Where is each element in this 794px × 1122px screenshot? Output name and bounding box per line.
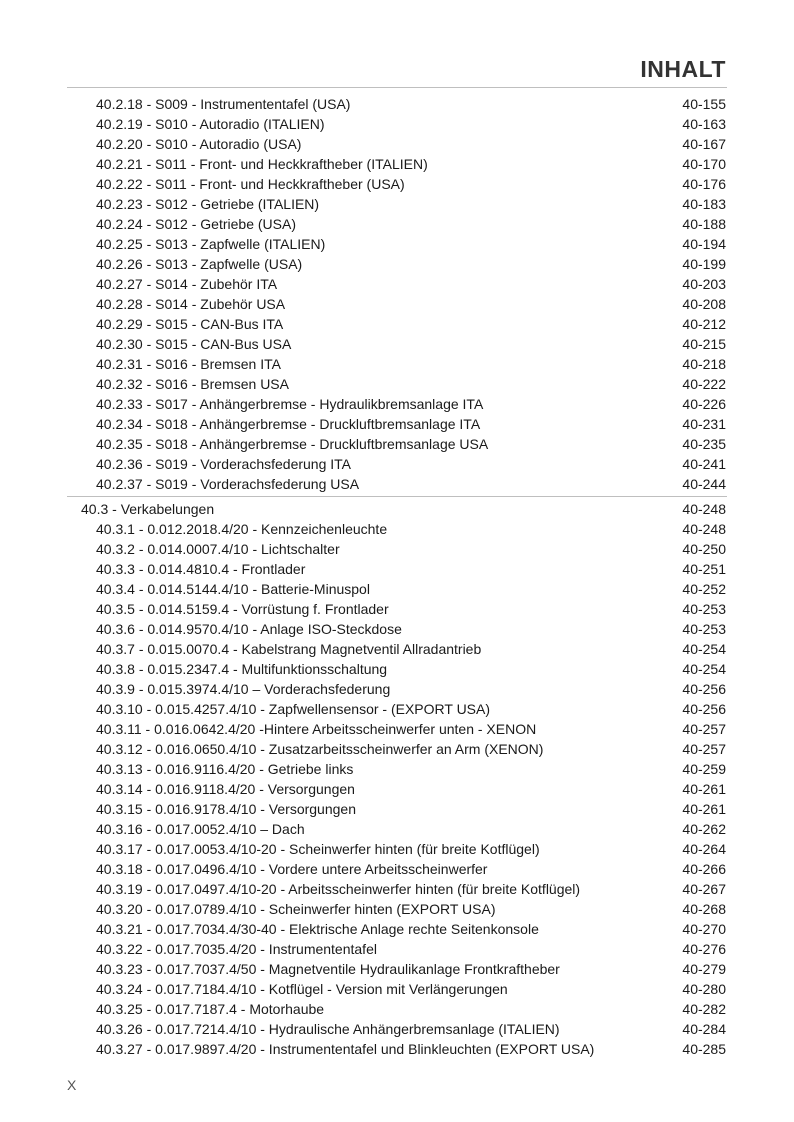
toc-entry[interactable]	[0, 474, 794, 494]
toc-entry[interactable]	[0, 859, 794, 879]
toc-entry-title: 40.3.12 - 0.016.0650.4/10 - Zusatzarbeitsscheinwerfer an Arm (XENON)	[96, 741, 544, 757]
toc-entry-title: 40.3.7 - 0.015.0070.4 - Kabelstrang Magnetventil Allradantrieb	[96, 641, 482, 657]
toc-entry[interactable]	[0, 314, 794, 334]
toc-entry-page: 40-256	[682, 681, 726, 697]
toc-entry-title: 40.2.36 - S019 - Vorderachsfederung ITA	[96, 456, 352, 472]
toc-entry-title: 40.2.32 - S016 - Bremsen USA	[96, 376, 289, 392]
toc-entry-page: 40-208	[682, 296, 726, 312]
toc-entry[interactable]	[0, 394, 794, 414]
toc-entry-title: 40.3.17 - 0.017.0053.4/10-20 - Scheinwerfer hinten (für breite Kotflügel)	[96, 841, 540, 857]
toc-group-40-2	[0, 94, 794, 494]
toc-entry-title: 40.3.14 - 0.016.9118.4/20 - Versorgungen	[96, 781, 355, 797]
toc-entry-title: 40.3.8 - 0.015.2347.4 - Multifunktionsschaltung	[96, 661, 388, 677]
toc-entry-title: 40.3.4 - 0.014.5144.4/10 - Batterie-Minuspol	[96, 581, 370, 597]
toc-entry[interactable]	[0, 599, 794, 619]
toc-entry[interactable]	[0, 639, 794, 659]
toc-entry-page: 40-252	[682, 581, 726, 597]
toc-entry-title: 40.2.18 - S009 - Instrumententafel (USA)	[96, 96, 351, 112]
footer-page-number: X	[67, 1077, 77, 1093]
toc-entry[interactable]	[0, 234, 794, 254]
toc-entry[interactable]	[0, 839, 794, 859]
toc-entry-page: 40-254	[682, 661, 726, 677]
toc-entry-page: 40-280	[682, 981, 726, 997]
toc-entry-page: 40-194	[682, 236, 726, 252]
toc-entry-page: 40-276	[682, 941, 726, 957]
toc-entry-page: 40-170	[682, 156, 726, 172]
toc-entry-page: 40-270	[682, 921, 726, 937]
toc-entry-page: 40-284	[682, 1021, 726, 1037]
toc-entry-title: 40.3.26 - 0.017.7214.4/10 - Hydraulische Anhängerbremsanlage (ITALIEN)	[96, 1021, 560, 1037]
toc-entry-title: 40.3.2 - 0.014.0007.4/10 - Lichtschalter	[96, 541, 340, 557]
toc-entry-page: 40-261	[682, 801, 726, 817]
toc-entry-page: 40-268	[682, 901, 726, 917]
toc-entry-page: 40-248	[682, 521, 726, 537]
toc-entry-title: 40.2.29 - S015 - CAN-Bus ITA	[96, 316, 284, 332]
toc-entry[interactable]	[0, 294, 794, 314]
toc-entry-page: 40-203	[682, 276, 726, 292]
toc-section-title: 40.3 - Verkabelungen	[81, 501, 215, 517]
toc-entry-title: 40.3.19 - 0.017.0497.4/10-20 - Arbeitsscheinwerfer hinten (für breite Kotflügel)	[96, 881, 581, 897]
toc-entry-title: 40.3.24 - 0.017.7184.4/10 - Kotflügel - Version mit Verlängerungen	[96, 981, 508, 997]
toc-entry-page: 40-285	[682, 1041, 726, 1057]
toc-entry[interactable]	[0, 939, 794, 959]
toc-entry-title: 40.3.15 - 0.016.9178.4/10 - Versorgungen	[96, 801, 356, 817]
toc-entry-title: 40.3.11 - 0.016.0642.4/20 -Hintere Arbeitsscheinwerfer unten - XENON	[96, 721, 537, 737]
table-of-contents	[0, 94, 794, 1059]
toc-entry-page: 40-222	[682, 376, 726, 392]
toc-entry[interactable]	[0, 254, 794, 274]
toc-entry[interactable]	[0, 719, 794, 739]
toc-entry-page: 40-215	[682, 336, 726, 352]
toc-entry-title: 40.3.25 - 0.017.7187.4 - Motorhaube	[96, 1001, 325, 1017]
toc-entry-page: 40-254	[682, 641, 726, 657]
toc-entry[interactable]	[0, 154, 794, 174]
toc-entry-page: 40-257	[682, 721, 726, 737]
toc-section-heading[interactable]	[0, 499, 794, 519]
toc-entry-page: 40-163	[682, 116, 726, 132]
toc-entry-title: 40.3.16 - 0.017.0052.4/10 – Dach	[96, 821, 305, 837]
toc-entry-title: 40.2.27 - S014 - Zubehör ITA	[96, 276, 278, 292]
toc-entry-page: 40-176	[682, 176, 726, 192]
toc-entry-title: 40.2.19 - S010 - Autoradio (ITALIEN)	[96, 116, 325, 132]
toc-entry[interactable]	[0, 659, 794, 679]
toc-entry-title: 40.3.21 - 0.017.7034.4/30-40 - Elektrische Anlage rechte Seitenkonsole	[96, 921, 539, 937]
toc-entry-page: 40-282	[682, 1001, 726, 1017]
toc-entry-title: 40.2.28 - S014 - Zubehör USA	[96, 296, 286, 312]
toc-entry-page: 40-235	[682, 436, 726, 452]
toc-entry-page: 40-262	[682, 821, 726, 837]
toc-entry-title: 40.2.22 - S011 - Front- und Heckkraftheber (USA)	[96, 176, 405, 192]
toc-entry-page: 40-212	[682, 316, 726, 332]
toc-entry-title: 40.3.27 - 0.017.9897.4/20 - Instrumententafel und Blinkleuchten (EXPORT USA)	[96, 1041, 595, 1057]
toc-entry-page: 40-267	[682, 881, 726, 897]
toc-entry[interactable]	[0, 919, 794, 939]
header-divider	[67, 87, 727, 88]
toc-entry-title: 40.2.34 - S018 - Anhängerbremse - Druckluftbremsanlage ITA	[96, 416, 481, 432]
toc-entry[interactable]	[0, 1019, 794, 1039]
toc-entry-page: 40-259	[682, 761, 726, 777]
toc-entry-page: 40-264	[682, 841, 726, 857]
toc-entry-page: 40-253	[682, 621, 726, 637]
toc-entry-title: 40.3.22 - 0.017.7035.4/20 - Instrumententafel	[96, 941, 377, 957]
toc-entry[interactable]	[0, 779, 794, 799]
toc-entry-page: 40-199	[682, 256, 726, 272]
toc-entry-page: 40-155	[682, 96, 726, 112]
toc-entry-title: 40.2.30 - S015 - CAN-Bus USA	[96, 336, 292, 352]
toc-entry[interactable]	[0, 114, 794, 134]
toc-entry[interactable]	[0, 799, 794, 819]
toc-entry-title: 40.2.37 - S019 - Vorderachsfederung USA	[96, 476, 360, 492]
toc-entry[interactable]	[0, 539, 794, 559]
toc-entry-page: 40-226	[682, 396, 726, 412]
toc-entry-title: 40.3.23 - 0.017.7037.4/50 - Magnetventile Hydraulikanlage Frontkraftheber	[96, 961, 560, 977]
toc-entry-page: 40-218	[682, 356, 726, 372]
toc-entry[interactable]	[0, 1039, 794, 1059]
toc-section-page: 40-248	[682, 501, 726, 517]
toc-entry[interactable]	[0, 999, 794, 1019]
toc-entry-title: 40.3.3 - 0.014.4810.4 - Frontlader	[96, 561, 306, 577]
toc-entry[interactable]	[0, 274, 794, 294]
toc-group-40-3	[0, 519, 794, 1059]
toc-entry[interactable]	[0, 579, 794, 599]
toc-entry[interactable]	[0, 94, 794, 114]
toc-entry[interactable]	[0, 414, 794, 434]
toc-entry-title: 40.3.5 - 0.014.5159.4 - Vorrüstung f. Frontlader	[96, 601, 389, 617]
toc-entry-page: 40-250	[682, 541, 726, 557]
toc-entry[interactable]	[0, 214, 794, 234]
toc-entry-page: 40-251	[682, 561, 726, 577]
toc-entry-title: 40.2.20 - S010 - Autoradio (USA)	[96, 136, 302, 152]
toc-entry-title: 40.3.13 - 0.016.9116.4/20 - Getriebe links	[96, 761, 354, 777]
toc-entry-title: 40.3.10 - 0.015.4257.4/10 - Zapfwellensensor - (EXPORT USA)	[96, 701, 491, 717]
toc-entry-title: 40.3.6 - 0.014.9570.4/10 - Anlage ISO-Steckdose	[96, 621, 402, 637]
toc-entry[interactable]	[0, 559, 794, 579]
toc-entry[interactable]	[0, 374, 794, 394]
toc-entry[interactable]	[0, 434, 794, 454]
toc-entry[interactable]	[0, 519, 794, 539]
toc-entry-title: 40.2.25 - S013 - Zapfwelle (ITALIEN)	[96, 236, 326, 252]
toc-entry-page: 40-266	[682, 861, 726, 877]
toc-entry[interactable]	[0, 354, 794, 374]
toc-entry[interactable]	[0, 979, 794, 999]
toc-entry-page: 40-167	[682, 136, 726, 152]
toc-entry-title: 40.3.9 - 0.015.3974.4/10 – Vorderachsfederung	[96, 681, 391, 697]
toc-entry[interactable]	[0, 819, 794, 839]
toc-entry[interactable]	[0, 454, 794, 474]
toc-entry-page: 40-261	[682, 781, 726, 797]
toc-entry-page: 40-256	[682, 701, 726, 717]
toc-entry-title: 40.3.18 - 0.017.0496.4/10 - Vordere untere Arbeitsscheinwerfer	[96, 861, 488, 877]
toc-entry-title: 40.3.1 - 0.012.2018.4/20 - Kennzeichenleuchte	[96, 521, 388, 537]
toc-entry[interactable]	[0, 194, 794, 214]
toc-entry[interactable]	[0, 759, 794, 779]
toc-entry[interactable]	[0, 134, 794, 154]
toc-entry-page: 40-231	[682, 416, 726, 432]
toc-entry[interactable]	[0, 879, 794, 899]
toc-entry-page: 40-244	[682, 476, 726, 492]
toc-entry-title: 40.2.26 - S013 - Zapfwelle (USA)	[96, 256, 303, 272]
toc-entry-page: 40-257	[682, 741, 726, 757]
page-title: INHALT	[640, 56, 726, 82]
toc-entry[interactable]	[0, 739, 794, 759]
toc-entry-title: 40.2.31 - S016 - Bremsen ITA	[96, 356, 281, 372]
toc-entry-page: 40-241	[682, 456, 726, 472]
toc-entry-title: 40.3.20 - 0.017.0789.4/10 - Scheinwerfer hinten (EXPORT USA)	[96, 901, 496, 917]
toc-entry-page: 40-253	[682, 601, 726, 617]
toc-entry-title: 40.2.35 - S018 - Anhängerbremse - Druckluftbremsanlage USA	[96, 436, 489, 452]
toc-entry-title: 40.2.23 - S012 - Getriebe (ITALIEN)	[96, 196, 320, 212]
toc-entry[interactable]	[0, 619, 794, 639]
toc-entry-title: 40.2.21 - S011 - Front- und Heckkraftheber (ITALIEN)	[96, 156, 428, 172]
toc-entry[interactable]	[0, 679, 794, 699]
toc-entry[interactable]	[0, 334, 794, 354]
toc-entry-title: 40.2.33 - S017 - Anhängerbremse - Hydraulikbremsanlage ITA	[96, 396, 484, 412]
toc-entry[interactable]	[0, 959, 794, 979]
toc-entry[interactable]	[0, 699, 794, 719]
toc-entry[interactable]	[0, 899, 794, 919]
toc-entry-page: 40-279	[682, 961, 726, 977]
toc-entry-title: 40.2.24 - S012 - Getriebe (USA)	[96, 216, 296, 232]
toc-entry[interactable]	[0, 174, 794, 194]
toc-entry-page: 40-183	[682, 196, 726, 212]
section-divider	[67, 496, 727, 497]
toc-entry-page: 40-188	[682, 216, 726, 232]
